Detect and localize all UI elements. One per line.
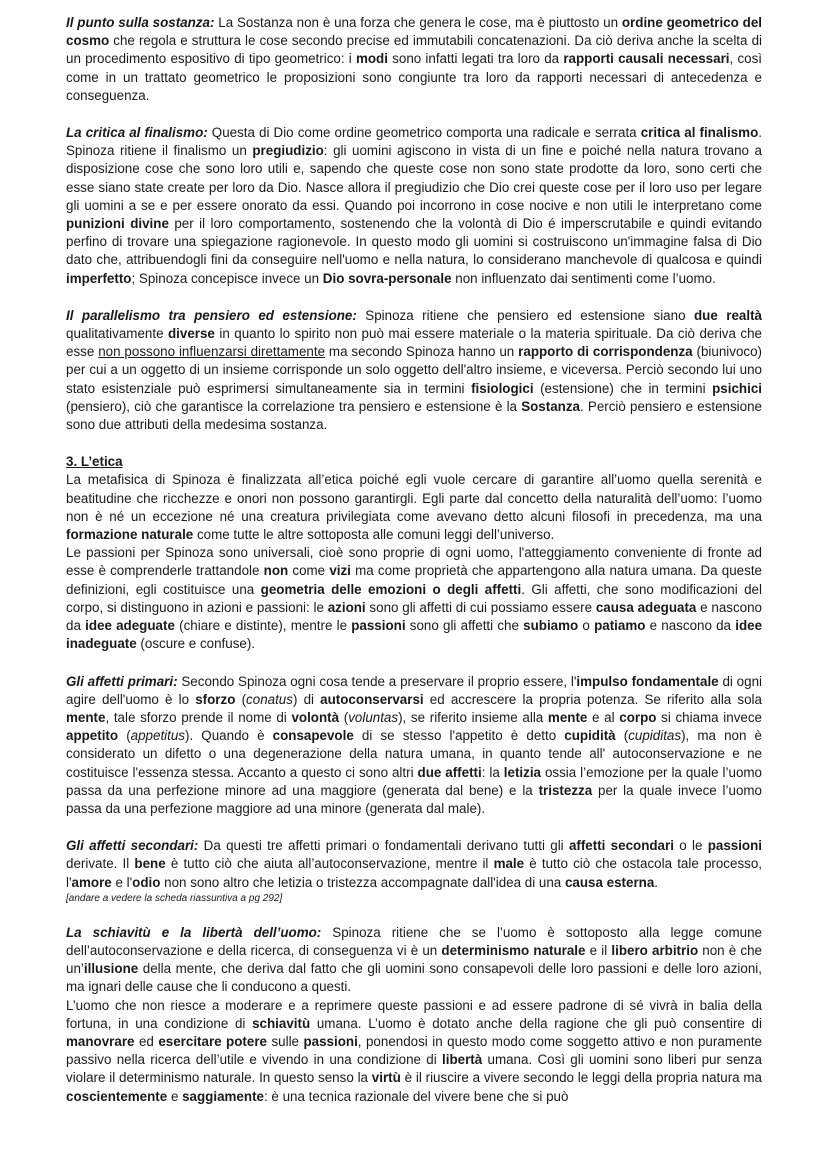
section-schiavitu	[66, 924, 762, 1106]
bold-term: male	[493, 856, 525, 872]
bold-term: passioni	[303, 1033, 358, 1049]
bold-term: causa esterna	[564, 874, 655, 890]
bold-term: esercitare potere	[158, 1033, 267, 1049]
section-title: Gli affetti primari:	[66, 673, 178, 689]
bold-term: tristezza	[538, 782, 593, 798]
section-etica	[66, 453, 762, 653]
bold-term: amore	[71, 874, 112, 890]
section-title: Gli affetti secondari:	[66, 838, 199, 854]
bold-term: psichici	[712, 380, 762, 396]
bold-term: sforzo	[195, 691, 236, 707]
paragraph	[66, 837, 762, 905]
paragraph	[66, 307, 762, 434]
bold-term: diverse	[167, 326, 215, 342]
bold-term: passioni	[351, 618, 406, 634]
rich-text: Secondo Spinoza ogni cosa tende a preservare il proprio essere, l'impulso fondamentale di ogni agire dell'uomo è lo sforzo (conatus) di autoconservarsi ed accrescere la propria potenza. Se riferito alla sola mente, tale sforzo prende il nome di volontà (voluntas), se riferito insieme alla mente e al corpo si chiama invece appetito (appetitus). Quando è consapevole di se stesso l'appetito è detto cupidità (cupiditas), ma non è considerato un difetto o una degenerazione della natura umana, in quanto tende all' autoconservazione e ne costituisce l'essenza stessa. Accanto a questo ci sono altri due affetti: la letizia ossia l’emozione per la quale l’uomo passa da una perfezione minore ad una maggiore (generata dal bene) e la tristezza per la quale invece l’uomo passa da una perfezione maggiore ad una minore (generata dal male).	[66, 673, 763, 816]
latin-term: voluntas	[348, 709, 399, 725]
bold-term: azioni	[327, 599, 366, 615]
rich-text: La metafisica di Spinoza è finalizzata all’etica poiché egli vuole cercare di garantire all’uomo quella serenità e beatitudine che ricchezze e onori non possono garantirgli. Egli parte dal concetto della naturalità dell’uomo: l’uomo non è né un eccezione né una creatura privilegiata come avevano detto alcuni filosofi in precedenza, ma una formazione naturale come tutte le altre sottoposta alle comuni leggi dell’universo. Le passioni per Spinoza sono universali, cioè sono proprie di ogni uomo, l'atteggiamento conveniente di fronte ad esse è comprenderle trattandole non come vizi ma come proprietà che appartengono alla natura umana. Da queste definizioni, egli costituisce una geometria delle emozioni o degli affetti. Gli affetti, che sono modificazioni del corpo, si distinguono in azioni e passioni: le azioni sono gli affetti di cui possiamo essere causa adeguata e nascono da idee adeguate (chiare e distinte), mentre le passioni sono gli affetti che subiamo o patiamo e nascono da idee inadeguate (oscure e confuse).	[66, 472, 763, 652]
section-affetti-secondari	[66, 837, 762, 905]
section-affetti-primari	[66, 673, 762, 819]
bold-term: rapporto di corrispondenza	[518, 344, 693, 360]
page-reference-note: [andare a vedere la scheda riassuntiva a pg 292]	[66, 892, 283, 904]
section-title: Il punto sulla sostanza:	[66, 15, 215, 30]
bold-term: vizi	[329, 563, 351, 579]
bold-term: idee adeguate	[85, 618, 175, 634]
latin-term: cupiditas	[628, 728, 682, 744]
bold-term: due realtà	[693, 307, 762, 323]
bold-term: cupidità	[564, 728, 616, 744]
underlined-text: non possono influenzarsi direttamente	[98, 344, 326, 360]
section-heading: 3. L’etica	[66, 454, 123, 470]
bold-term: pregiudizio	[252, 143, 324, 159]
rich-text: Spinoza ritiene che pensiero ed estensione siano due realtà qualitativamente diverse in quanto lo spirito non può mai essere materiale o la materia spirituale. Da ciò deriva che esse non possono influenzarsi direttamente ma secondo Spinoza hanno un rapporto di corrispondenza (biunivoco) per cui a un oggetto di un insieme corrisponde un solo oggetto dell'altro insieme, e viceversa. Perciò secondo lui uno stato esistenziale può esprimersi simultaneamente sia in termini fisiologici (estensione) che in termini psichici (pensiero), ciò che garantisce la correlazione tra pensiero e estensione è la Sostanza. Perciò pensiero e estensione sono due attributi della medesima sostanza.	[66, 307, 763, 433]
bold-term: bene	[134, 856, 166, 872]
section-title: La critica al finalismo:	[66, 125, 208, 141]
rich-text: Spinoza ritiene che se l’uomo è sottoposto alla legge comune dell’autoconservazione e della ricerca, di conseguenza vi è un determinismo naturale e il libero arbitrio non è che un’illusione della mente, che deriva dal fatto che gli uomini sono consapevoli delle loro passioni e delle loro azioni, ma ignari delle cause che li conducono a questi. L’uomo che non riesce a moderare e a reprimere queste passioni e ad essere padrone di sé vivrà in balia della fortuna, in una condizione di schiavitù umana. L’uomo è dotato anche della ragione che gli può consentire di manovrare ed esercitare potere sulle passioni, ponendosi in questo modo come soggetto attivo e non puramente passivo nella ricerca dell’utile e vivendo in una condizione di libertà umana. Così gli uomini sono liberi pur senza violare il determinismo naturale. In questo senso la virtù è il riuscire a vivere secondo le leggi della propria natura ma coscientemente e saggiamente: è una tecnica razionale del vivere bene che si può	[66, 924, 763, 1104]
bold-term: patiamo	[594, 618, 646, 634]
bold-term: corpo	[619, 709, 657, 725]
paragraph	[66, 673, 762, 819]
paragraph	[66, 924, 762, 1106]
bold-term: idee inadeguate	[66, 618, 763, 652]
paragraph	[66, 14, 762, 105]
bold-term: virtù	[371, 1070, 401, 1086]
paragraph	[66, 471, 762, 653]
bold-term: imperfetto	[66, 270, 132, 286]
bold-term: illusione	[83, 961, 139, 977]
bold-term: formazione naturale	[66, 527, 194, 543]
section-sostanza	[66, 14, 762, 105]
bold-term: modi	[355, 51, 388, 67]
bold-term: coscientemente	[66, 1088, 168, 1104]
bold-term: autoconservarsi	[320, 691, 424, 707]
latin-term: appetitus	[130, 728, 186, 744]
section-parallelismo	[66, 307, 762, 434]
bold-term: causa adeguata	[595, 599, 697, 615]
bold-term: critica al finalismo	[640, 125, 759, 141]
rich-text: Da questi tre affetti primari o fondamentali derivano tutti gli affetti secondari o le passioni derivate. Il bene è tutto ciò che aiuta all’autoconservazione, mentre il male è tutto ciò che ostacola tale processo, l'amore e l'odio non sono altro che letizia o tristezza accompagnate dall'idea di una causa esterna.	[66, 838, 763, 890]
bold-term: saggiamente	[182, 1088, 264, 1104]
bold-term: Sostanza	[521, 398, 580, 414]
section-title: Il parallelismo tra pensiero ed estensione:	[66, 307, 357, 323]
section-finalismo	[66, 124, 762, 288]
section-title: La schiavitù e la libertà dell’uomo:	[66, 924, 322, 940]
bold-term: schiavitù	[252, 1015, 311, 1031]
bold-term: odio	[132, 874, 161, 890]
bold-term: libero arbitrio	[611, 942, 699, 958]
rich-text: Questa di Dio come ordine geometrico comporta una radicale e serrata critica al finalismo. Spinoza ritiene il finalismo un pregiudizio: gli uomini agiscono in vista di un fine e poiché nella natura trovano a disposizione cose che sono loro utili e, sapendo che queste cose non sono state prodotte da loro, sono certi che esse siano state create per loro da Dio. Nasce allora il pregiudizio che Dio crei queste cose per il loro uso per legare gli uomini a se e per essere onorato da essi. Quando poi incorrono in cose nocive e non utili le interpretano come punizioni divine per il loro comportamento, sostenendo che la volontà di Dio é imperscrutabile e quindi evitando perfino di trovare una spiegazione ragionevole. In questo modo gli uomini si costruiscono un'immagine falsa di Dio dato che, attribuendogli fini da conseguire nell'uomo e nella natura, lo considerano manchevole di qualcosa e quindi imperfetto; Spinoza concepisce invece un Dio sovra-personale non influenzato dai sentimenti come l’uomo.	[66, 125, 763, 286]
bold-term: appetito	[66, 728, 119, 744]
latin-term: conatus	[246, 691, 293, 707]
bold-term: passioni	[707, 838, 763, 854]
bold-term: non	[263, 563, 289, 579]
bold-term: libertà	[442, 1052, 483, 1068]
bold-term: mente	[547, 709, 588, 725]
paragraph	[66, 124, 762, 288]
bold-term: determinismo naturale	[441, 942, 586, 958]
bold-term: volontà	[291, 709, 340, 725]
bold-term: fisiologici	[471, 380, 534, 396]
bold-term: Dio sovra-personale	[322, 270, 452, 286]
bold-term: letizia	[503, 764, 542, 780]
rich-text: La Sostanza non è una forza che genera le cose, ma è piuttosto un ordine geometrico del cosmo che regola e struttura le cose secondo precise ed immutabili concatenazioni. Da ciò deriva anche la scelta di un procedimento espositivo di tipo geometrico: i modi sono infatti legati tra loro da rapporti causali necessari, così come in un trattato geometrico le proposizioni sono congiunte tra loro da rapporti necessari di antecedenza e conseguenza.	[66, 15, 762, 103]
bold-term: subiamo	[523, 618, 579, 634]
bold-term: manovrare	[66, 1033, 135, 1049]
bold-term: geometria delle emozioni o degli affetti	[260, 581, 522, 597]
bold-term: punizioni divine	[66, 216, 169, 232]
bold-term: ordine geometrico del cosmo	[66, 15, 762, 49]
bold-term: mente	[66, 709, 106, 725]
bold-term: consapevole	[272, 728, 354, 744]
bold-term: impulso fondamentale	[576, 673, 719, 689]
bold-term: affetti secondari	[568, 838, 674, 854]
bold-term: rapporti causali necessari	[563, 51, 730, 67]
bold-term: due affetti	[417, 764, 482, 780]
